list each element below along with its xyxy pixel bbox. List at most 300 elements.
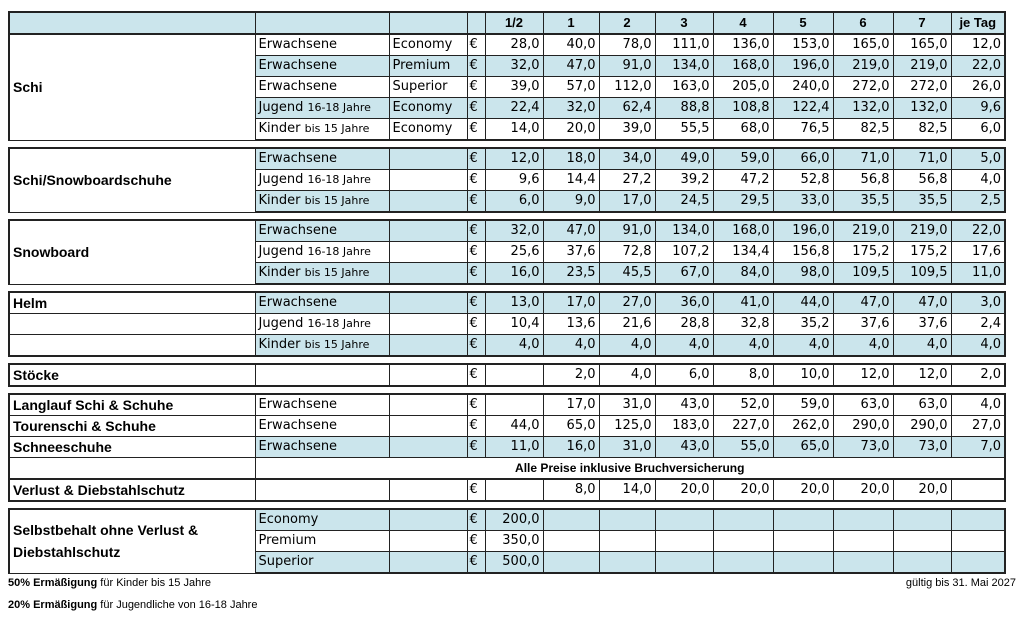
price-table-container <box>8 11 1006 574</box>
price-cell: 2,0 <box>951 364 1005 386</box>
table-row <box>9 437 1005 458</box>
price-cell: 12,0 <box>893 364 951 386</box>
category-cell: Snowboard <box>9 220 255 284</box>
price-cell: 68,0 <box>713 119 773 141</box>
price-cell: 6,0 <box>951 119 1005 141</box>
person-label: Erwachsene <box>258 223 338 238</box>
header-blank-tier <box>389 12 467 34</box>
currency-cell: € <box>467 170 485 191</box>
person-cell <box>255 394 389 416</box>
price-cell: 56,8 <box>893 170 951 191</box>
price-cell: 2,5 <box>951 191 1005 213</box>
price-cell: 4,0 <box>951 394 1005 416</box>
currency-cell: € <box>467 416 485 437</box>
category-cell <box>9 335 255 357</box>
price-cell: 25,6 <box>485 242 543 263</box>
spacer-row <box>9 284 1005 292</box>
category-cell: Schi <box>9 34 255 140</box>
price-cell: 71,0 <box>893 148 951 170</box>
price-cell <box>773 509 833 531</box>
person-label: Jugend <box>258 244 304 259</box>
person-cell <box>255 509 389 531</box>
category-cell: Schneeschuhe <box>9 437 255 458</box>
person-cell <box>255 437 389 458</box>
currency-cell: € <box>467 34 485 56</box>
price-cell: 28,8 <box>655 314 713 335</box>
price-cell: 165,0 <box>833 34 893 56</box>
tier-cell <box>389 170 467 191</box>
price-cell: 183,0 <box>655 416 713 437</box>
person-cell <box>255 34 389 56</box>
price-cell: 73,0 <box>893 437 951 458</box>
person-cell <box>255 77 389 98</box>
price-cell: 7,0 <box>951 437 1005 458</box>
price-cell: 111,0 <box>655 34 713 56</box>
price-cell <box>833 509 893 531</box>
price-cell: 4,0 <box>833 335 893 357</box>
price-cell: 20,0 <box>773 479 833 501</box>
currency-cell: € <box>467 335 485 357</box>
price-cell: 52,8 <box>773 170 833 191</box>
person-age-range: bis 15 Jahre <box>304 338 370 351</box>
person-label: Erwachsene <box>258 58 338 73</box>
price-cell: 72,8 <box>599 242 655 263</box>
person-cell <box>255 479 389 501</box>
price-cell <box>951 509 1005 531</box>
price-cell: 43,0 <box>655 437 713 458</box>
price-cell: 17,0 <box>599 191 655 213</box>
price-cell <box>599 509 655 531</box>
tier-cell <box>389 335 467 357</box>
person-label: Erwachsene <box>258 418 338 433</box>
price-cell: 10,4 <box>485 314 543 335</box>
table-row <box>9 292 1005 314</box>
price-cell: 47,2 <box>713 170 773 191</box>
price-cell: 55,0 <box>713 437 773 458</box>
price-cell: 4,0 <box>543 335 599 357</box>
price-cell <box>951 531 1005 552</box>
person-cell <box>255 531 389 552</box>
header-day-4: 4 <box>713 12 773 34</box>
price-cell <box>543 509 599 531</box>
price-cell: 39,2 <box>655 170 713 191</box>
price-cell: 16,0 <box>485 263 543 285</box>
price-cell: 59,0 <box>713 148 773 170</box>
header-day-5: 5 <box>773 12 833 34</box>
price-cell: 31,0 <box>599 394 655 416</box>
price-cell <box>485 364 543 386</box>
price-cell <box>893 509 951 531</box>
price-cell: 6,0 <box>655 364 713 386</box>
price-cell: 11,0 <box>951 263 1005 285</box>
person-label: Economy <box>258 512 319 527</box>
currency-cell: € <box>467 191 485 213</box>
table-row <box>9 364 1005 386</box>
price-cell: 134,0 <box>655 56 713 77</box>
currency-cell: € <box>467 56 485 77</box>
price-cell: 290,0 <box>893 416 951 437</box>
person-label: Superior <box>258 554 314 569</box>
price-cell: 13,6 <box>543 314 599 335</box>
spacer-row <box>9 356 1005 364</box>
price-cell: 20,0 <box>543 119 599 141</box>
price-cell: 52,0 <box>713 394 773 416</box>
footer-discount-children-text: für Kinder bis 15 Jahre <box>97 577 211 589</box>
price-cell: 4,0 <box>773 335 833 357</box>
price-cell: 65,0 <box>543 416 599 437</box>
category-cell <box>9 314 255 335</box>
person-cell <box>255 242 389 263</box>
tier-cell <box>389 263 467 285</box>
price-cell: 109,5 <box>833 263 893 285</box>
header-blank-currency <box>467 12 485 34</box>
person-label: Kinder <box>258 193 301 208</box>
price-cell: 35,5 <box>893 191 951 213</box>
price-cell: 4,0 <box>893 335 951 357</box>
person-label: Erwachsene <box>258 439 338 454</box>
price-cell: 12,0 <box>833 364 893 386</box>
price-cell: 20,0 <box>893 479 951 501</box>
table-row <box>9 148 1005 170</box>
tier-cell <box>389 314 467 335</box>
price-cell <box>773 552 833 574</box>
price-cell: 12,0 <box>485 148 543 170</box>
price-cell <box>951 479 1005 501</box>
price-cell: 22,4 <box>485 98 543 119</box>
footer-discount-children <box>8 577 211 589</box>
price-cell: 65,0 <box>773 437 833 458</box>
price-cell: 2,0 <box>543 364 599 386</box>
price-cell: 290,0 <box>833 416 893 437</box>
currency-cell: € <box>467 263 485 285</box>
tier-cell <box>389 416 467 437</box>
price-cell: 156,8 <box>773 242 833 263</box>
price-cell: 84,0 <box>713 263 773 285</box>
price-cell: 14,0 <box>599 479 655 501</box>
price-cell: 4,0 <box>951 170 1005 191</box>
price-cell: 17,0 <box>543 292 599 314</box>
tier-cell: Superior <box>389 77 467 98</box>
person-age-range: bis 15 Jahre <box>304 194 370 207</box>
header-day-2: 2 <box>599 12 655 34</box>
spacer-cell <box>9 140 1005 148</box>
price-cell: 14,0 <box>485 119 543 141</box>
person-cell <box>255 191 389 213</box>
table-row <box>9 394 1005 416</box>
price-cell: 44,0 <box>485 416 543 437</box>
person-age-range: 16-18 Jahre <box>307 245 371 258</box>
spacer-row <box>9 212 1005 220</box>
price-cell <box>951 552 1005 574</box>
price-cell: 91,0 <box>599 56 655 77</box>
price-cell <box>599 531 655 552</box>
category-cell: Verlust & Diebstahlschutz <box>9 479 255 501</box>
price-cell <box>833 531 893 552</box>
price-cell: 272,0 <box>833 77 893 98</box>
tier-cell <box>389 242 467 263</box>
price-cell: 49,0 <box>655 148 713 170</box>
note-blank <box>9 458 255 480</box>
price-cell: 29,5 <box>713 191 773 213</box>
header-blank-category <box>9 12 255 34</box>
price-cell: 55,5 <box>655 119 713 141</box>
table-row <box>9 479 1005 501</box>
price-cell: 39,0 <box>599 119 655 141</box>
tier-cell <box>389 191 467 213</box>
table-row <box>9 220 1005 242</box>
price-cell: 62,4 <box>599 98 655 119</box>
person-age-range: 16-18 Jahre <box>307 173 371 186</box>
price-cell <box>713 552 773 574</box>
tier-cell <box>389 220 467 242</box>
price-cell: 227,0 <box>713 416 773 437</box>
price-cell <box>713 509 773 531</box>
price-cell: 109,5 <box>893 263 951 285</box>
price-cell: 9,6 <box>485 170 543 191</box>
currency-cell: € <box>467 437 485 458</box>
price-cell: 168,0 <box>713 220 773 242</box>
header-blank-person <box>255 12 389 34</box>
price-cell: 22,0 <box>951 56 1005 77</box>
price-cell: 5,0 <box>951 148 1005 170</box>
person-label: Jugend <box>258 316 304 331</box>
price-cell: 9,6 <box>951 98 1005 119</box>
price-cell: 205,0 <box>713 77 773 98</box>
currency-cell: € <box>467 148 485 170</box>
person-label: Jugend <box>258 172 304 187</box>
price-cell: 500,0 <box>485 552 543 574</box>
tier-cell <box>389 509 467 531</box>
person-age-range: 16-18 Jahre <box>307 317 371 330</box>
price-cell: 63,0 <box>893 394 951 416</box>
price-cell <box>543 552 599 574</box>
person-cell <box>255 170 389 191</box>
price-cell <box>485 479 543 501</box>
rental-price-table <box>8 11 1006 574</box>
price-cell: 16,0 <box>543 437 599 458</box>
price-cell: 175,2 <box>833 242 893 263</box>
footer-discount-youth-bold: 20% Ermäßigung <box>8 599 98 611</box>
person-cell <box>255 148 389 170</box>
tier-cell <box>389 552 467 574</box>
price-cell: 56,8 <box>833 170 893 191</box>
price-cell: 350,0 <box>485 531 543 552</box>
tier-cell <box>389 479 467 501</box>
price-cell: 41,0 <box>713 292 773 314</box>
price-cell: 9,0 <box>543 191 599 213</box>
price-cell: 196,0 <box>773 56 833 77</box>
price-cell: 59,0 <box>773 394 833 416</box>
price-cell: 132,0 <box>833 98 893 119</box>
price-cell: 82,5 <box>833 119 893 141</box>
price-cell: 47,0 <box>543 220 599 242</box>
spacer-row <box>9 501 1005 509</box>
price-cell: 196,0 <box>773 220 833 242</box>
price-cell <box>543 531 599 552</box>
header-per-day: je Tag <box>951 12 1005 34</box>
category-cell: Langlauf Schi & Schuhe <box>9 394 255 416</box>
price-cell: 3,0 <box>951 292 1005 314</box>
person-label: Erwachsene <box>258 79 338 94</box>
price-cell: 73,0 <box>833 437 893 458</box>
tier-cell <box>389 437 467 458</box>
price-cell: 45,5 <box>599 263 655 285</box>
tier-cell: Economy <box>389 34 467 56</box>
price-cell: 47,0 <box>893 292 951 314</box>
price-cell: 23,5 <box>543 263 599 285</box>
table-row <box>9 335 1005 357</box>
spacer-row <box>9 386 1005 394</box>
price-cell: 32,0 <box>485 220 543 242</box>
price-cell <box>599 552 655 574</box>
person-label: Erwachsene <box>258 151 338 166</box>
price-cell: 88,8 <box>655 98 713 119</box>
price-cell: 34,0 <box>599 148 655 170</box>
price-cell: 40,0 <box>543 34 599 56</box>
price-cell: 10,0 <box>773 364 833 386</box>
price-cell: 14,4 <box>543 170 599 191</box>
category-cell: Tourenschi & Schuhe <box>9 416 255 437</box>
price-cell: 47,0 <box>543 56 599 77</box>
category-cell: Selbstbehalt ohne Verlust & Diebstahlschutz <box>9 509 255 573</box>
price-cell: 21,6 <box>599 314 655 335</box>
table-row <box>9 314 1005 335</box>
header-day-3: 3 <box>655 12 713 34</box>
currency-cell: € <box>467 242 485 263</box>
price-cell: 91,0 <box>599 220 655 242</box>
price-cell <box>655 531 713 552</box>
person-label: Kinder <box>258 121 301 136</box>
category-cell: Schi/Snowboardschuhe <box>9 148 255 212</box>
currency-cell: € <box>467 364 485 386</box>
tier-cell: Economy <box>389 98 467 119</box>
person-cell <box>255 292 389 314</box>
currency-cell: € <box>467 292 485 314</box>
price-cell: 219,0 <box>833 56 893 77</box>
price-cell: 32,0 <box>485 56 543 77</box>
person-age-range: 16-18 Jahre <box>307 101 371 114</box>
price-cell: 13,0 <box>485 292 543 314</box>
person-label: Jugend <box>258 100 304 115</box>
currency-cell: € <box>467 119 485 141</box>
price-cell <box>655 509 713 531</box>
spacer-cell <box>9 284 1005 292</box>
price-cell: 4,0 <box>599 335 655 357</box>
person-cell <box>255 552 389 574</box>
price-cell: 39,0 <box>485 77 543 98</box>
price-cell: 175,2 <box>893 242 951 263</box>
tier-cell: Premium <box>389 56 467 77</box>
person-age-range: bis 15 Jahre <box>304 122 370 135</box>
price-cell: 20,0 <box>833 479 893 501</box>
person-label: Kinder <box>258 337 301 352</box>
price-cell: 272,0 <box>893 77 951 98</box>
price-cell: 136,0 <box>713 34 773 56</box>
price-cell: 112,0 <box>599 77 655 98</box>
price-cell: 67,0 <box>655 263 713 285</box>
tier-cell <box>389 364 467 386</box>
person-cell <box>255 56 389 77</box>
person-cell <box>255 416 389 437</box>
currency-cell: € <box>467 77 485 98</box>
price-cell: 219,0 <box>893 220 951 242</box>
person-label: Kinder <box>258 265 301 280</box>
price-cell: 17,6 <box>951 242 1005 263</box>
category-cell: Helm <box>9 292 255 314</box>
price-cell: 37,6 <box>833 314 893 335</box>
table-row <box>9 416 1005 437</box>
price-cell: 107,2 <box>655 242 713 263</box>
person-label: Premium <box>258 533 317 548</box>
person-age-range: bis 15 Jahre <box>304 266 370 279</box>
tier-cell <box>389 531 467 552</box>
price-cell: 4,0 <box>599 364 655 386</box>
spacer-row <box>9 140 1005 148</box>
header-day-7: 7 <box>893 12 951 34</box>
spacer-cell <box>9 212 1005 220</box>
currency-cell: € <box>467 552 485 574</box>
price-cell: 8,0 <box>543 479 599 501</box>
tier-cell <box>389 292 467 314</box>
price-cell: 35,5 <box>833 191 893 213</box>
price-cell: 2,4 <box>951 314 1005 335</box>
price-cell: 76,5 <box>773 119 833 141</box>
person-label: Erwachsene <box>258 295 338 310</box>
price-cell: 26,0 <box>951 77 1005 98</box>
price-cell: 27,2 <box>599 170 655 191</box>
currency-cell: € <box>467 509 485 531</box>
table-row <box>9 509 1005 531</box>
price-cell: 37,6 <box>543 242 599 263</box>
price-cell: 4,0 <box>485 335 543 357</box>
price-cell: 36,0 <box>655 292 713 314</box>
price-cell: 22,0 <box>951 220 1005 242</box>
price-cell: 98,0 <box>773 263 833 285</box>
price-cell: 20,0 <box>713 479 773 501</box>
currency-cell: € <box>467 394 485 416</box>
price-cell: 63,0 <box>833 394 893 416</box>
price-cell: 200,0 <box>485 509 543 531</box>
header-half-day: 1/2 <box>485 12 543 34</box>
footer-discount-youth <box>8 599 257 611</box>
price-cell <box>485 394 543 416</box>
price-cell: 262,0 <box>773 416 833 437</box>
price-cell <box>833 552 893 574</box>
footer-valid-until: gültig bis 31. Mai 2027 <box>905 577 1016 589</box>
price-cell: 32,8 <box>713 314 773 335</box>
price-cell: 168,0 <box>713 56 773 77</box>
price-cell: 24,5 <box>655 191 713 213</box>
price-cell: 82,5 <box>893 119 951 141</box>
price-cell: 6,0 <box>485 191 543 213</box>
price-cell: 37,6 <box>893 314 951 335</box>
price-cell: 17,0 <box>543 394 599 416</box>
price-cell: 71,0 <box>833 148 893 170</box>
spacer-cell <box>9 356 1005 364</box>
price-cell: 219,0 <box>893 56 951 77</box>
price-cell: 31,0 <box>599 437 655 458</box>
price-cell: 134,4 <box>713 242 773 263</box>
price-cell: 8,0 <box>713 364 773 386</box>
person-cell <box>255 364 389 386</box>
price-cell <box>893 552 951 574</box>
price-cell: 20,0 <box>655 479 713 501</box>
price-cell: 122,4 <box>773 98 833 119</box>
price-cell: 43,0 <box>655 394 713 416</box>
note-text: Alle Preise inklusive Bruchversicherung <box>255 458 1005 480</box>
price-cell: 132,0 <box>893 98 951 119</box>
footer-discount-youth-text: für Jugendliche von 16-18 Jahre <box>97 599 258 611</box>
